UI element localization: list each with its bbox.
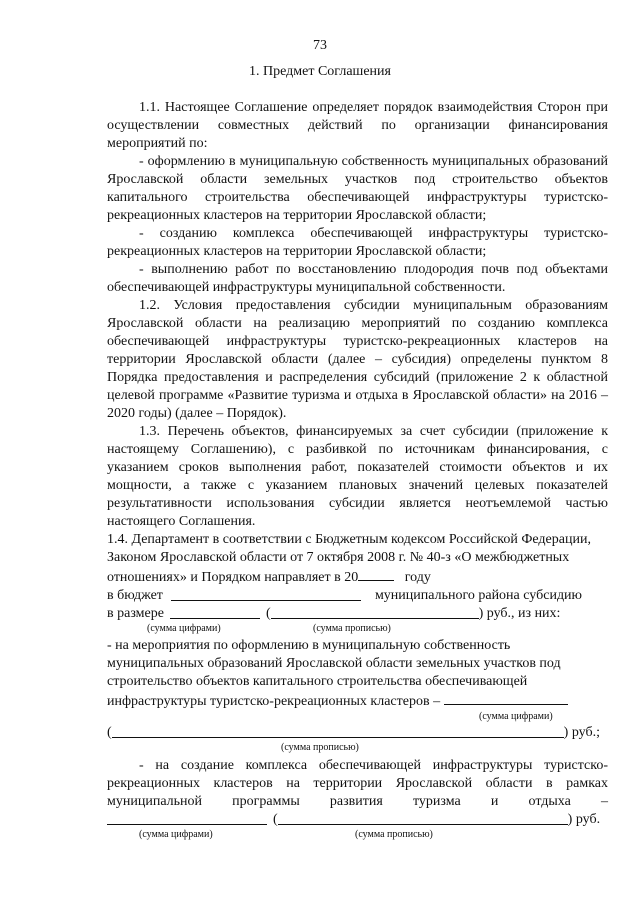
caption-words: (сумма прописью) bbox=[313, 623, 391, 634]
item-b-captions bbox=[107, 829, 608, 842]
item-a-digits-blank[interactable] bbox=[444, 691, 568, 705]
item-a-text bbox=[107, 638, 568, 709]
item-a-suffix: ) руб.; bbox=[563, 725, 600, 740]
amount-prefix: в размере bbox=[107, 606, 164, 621]
paragraph-1-2: 1.2. Условия предоставления субсидии муниципальным образованиям Ярославской области на реализацию мероприятий по созданию комплекса обеспечивающей инфраструктуры туристско-рекреационных кластеров на территории Ярославской области (далее – субсидия) определены пунктом 8 Порядка предоставления и распределения субсидий (приложение 2 к областной целевой программе «Развитие туризма и отдыха в Ярославской области» на 2016 – 2020 годы) (далее – Порядок). bbox=[107, 298, 608, 421]
list-item: - выполнению работ по восстановлению плодородия почв под объектами обеспечивающей инфраструктуры муниципальной собственности. bbox=[107, 262, 608, 295]
budget-line bbox=[107, 587, 608, 605]
item-a-words-line: ( ) руб.; bbox=[107, 725, 600, 740]
item-a-body: - на мероприятия по оформлению в муниципальную собственность муниципальных образований Ярославской области земельных участков под строительство объектов капитального строительства обеспечивающей инфраструктуры туристско-рекреационных кластеров – bbox=[107, 638, 561, 709]
document-body bbox=[107, 99, 608, 842]
caption-words: (сумма прописью) bbox=[355, 829, 433, 840]
caption-digits: (сумма цифрами) bbox=[139, 829, 213, 840]
list-item: - оформлению в муниципальную собственность муниципальных образований Ярославской области земельных участков под строительство объектов капитального строительства обеспечивающей инфраструктуры туристско-рекреационных кластеров на территории Ярославской области; bbox=[107, 154, 608, 223]
item-a-caption-digits bbox=[107, 711, 608, 724]
budget-suffix: муниципального района субсидию bbox=[374, 588, 583, 603]
amount-words-blank[interactable] bbox=[271, 605, 479, 619]
year-suffix: году bbox=[404, 570, 431, 585]
list-item: - созданию комплекса обеспечивающей инфраструктуры туристско-рекреационных кластеров на территории Ярославской области; bbox=[107, 226, 608, 259]
budget-blank[interactable] bbox=[171, 587, 361, 601]
year-blank[interactable] bbox=[358, 567, 394, 581]
paragraph-1-4 bbox=[107, 531, 608, 587]
item-a-words-blank[interactable] bbox=[112, 724, 564, 738]
item-b-amount-line: ( ) руб. bbox=[107, 811, 608, 829]
amount-line: в размере ( ) руб., из них: bbox=[107, 606, 561, 621]
item-b bbox=[107, 757, 608, 811]
caption-words: (сумма прописью) bbox=[281, 742, 359, 753]
paragraph-1-4-body: 1.4. Департамент в соответствии с Бюджетным кодексом Российской Федерации, Законом Ярославской области от 7 октября 2008 г. № 40-з «О межбюджетных отношениях» и Порядком направляет в 20 bbox=[107, 532, 591, 585]
page-number: 73 bbox=[313, 38, 327, 53]
caption-digits: (сумма цифрами) bbox=[479, 711, 553, 722]
paragraph-1-3: 1.3. Перечень объектов, финансируемых за счет субсидии (приложение к настоящему Соглашению), с разбивкой по источникам финансирования, с указанием сроков выполнения работ, показателей стоимости объектов и их мощности, а также с указанием плановых значений целевых показателей результативности использования субсидии является неотъемлемой частью настоящего Соглашения. bbox=[107, 424, 608, 529]
item-a bbox=[107, 637, 608, 711]
paragraph-1-4-text bbox=[107, 532, 591, 585]
paragraph-1-1: 1.1. Настоящее Соглашение определяет порядок взаимодействия Сторон при осуществлении совместных действий по организации финансирования мероприятий по: bbox=[107, 100, 608, 151]
caption-digits: (сумма цифрами) bbox=[147, 623, 221, 634]
item-b-text: - на создание комплекса обеспечивающей инфраструктуры туристско-рекреационных кластеров на территории Ярославской области в рамках муниципальной программы развития туризма и отдыха – bbox=[107, 758, 608, 809]
item-b-digits-blank[interactable] bbox=[107, 811, 267, 825]
item-a-caption-words bbox=[107, 742, 608, 755]
budget-prefix: в бюджет bbox=[107, 588, 163, 603]
amount-captions bbox=[107, 623, 608, 636]
section-title: 1. Предмет Соглашения bbox=[249, 64, 391, 79]
item-b-suffix: ) руб. bbox=[567, 812, 601, 827]
amount-digits-blank[interactable] bbox=[170, 605, 260, 619]
item-b-words-blank[interactable] bbox=[278, 811, 568, 825]
amount-suffix: ) руб., из них: bbox=[478, 606, 561, 621]
